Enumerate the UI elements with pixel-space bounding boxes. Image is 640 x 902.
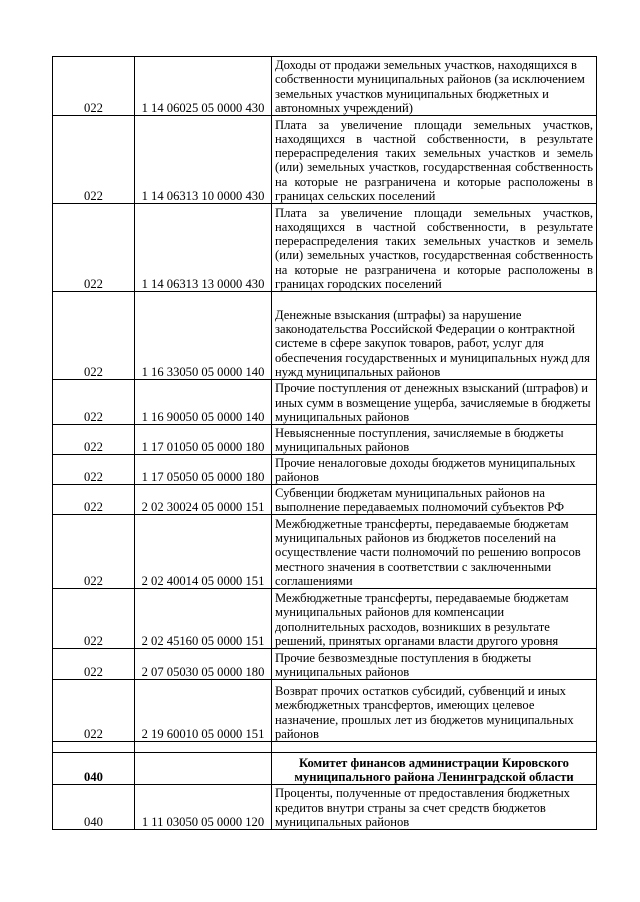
revenue-name-cell: Межбюджетные трансферты, передаваемые бюджетам муниципальных районов для компенсации дополнительных расходов, возникших в результате решений, принятых органами власти другого уровня xyxy=(272,589,597,649)
table-row xyxy=(53,680,597,742)
table-row xyxy=(53,57,597,116)
budget-code-cell: 1 16 33050 05 0000 140 xyxy=(135,292,272,380)
budget-code-cell: 1 16 90050 05 0000 140 xyxy=(135,380,272,425)
budget-code-cell: 1 14 06313 10 0000 430 xyxy=(135,116,272,204)
budget-code-cell: 2 07 05030 05 0000 180 xyxy=(135,649,272,680)
admin-code-cell: 040 xyxy=(53,785,135,830)
admin-code-cell: 022 xyxy=(53,455,135,485)
admin-code-cell: 022 xyxy=(53,425,135,455)
admin-code-cell: 022 xyxy=(53,649,135,680)
revenue-name-cell: Проценты, полученные от предоставления бюджетных кредитов внутри страны за счет средств бюджетов муниципальных районов xyxy=(272,785,597,830)
admin-code-cell: 022 xyxy=(53,589,135,649)
table-row xyxy=(53,485,597,515)
empty-row xyxy=(53,742,597,753)
table-row xyxy=(53,425,597,455)
budget-code-cell: 2 02 45160 05 0000 151 xyxy=(135,589,272,649)
budget-code-cell: 2 02 40014 05 0000 151 xyxy=(135,515,272,589)
table-row xyxy=(53,589,597,649)
table-row xyxy=(53,204,597,292)
budget-code-cell: 1 11 03050 05 0000 120 xyxy=(135,785,272,830)
revenue-name-cell: Прочие безвозмездные поступления в бюджеты муниципальных районов xyxy=(272,649,597,680)
revenue-name-cell: Возврат прочих остатков субсидий, субвенций и иных межбюджетных трансфертов, имеющих целевое назначение, прошлых лет из бюджетов муниципальных районов xyxy=(272,680,597,742)
admin-code-cell: 022 xyxy=(53,380,135,425)
budget-code-cell: 1 14 06025 05 0000 430 xyxy=(135,57,272,116)
budget-code-cell: 1 17 05050 05 0000 180 xyxy=(135,455,272,485)
budget-code-cell: 2 19 60010 05 0000 151 xyxy=(135,680,272,742)
budget-code-cell xyxy=(135,753,272,785)
table-row xyxy=(53,380,597,425)
budget-classification-table xyxy=(52,56,597,830)
admin-code-cell: 022 xyxy=(53,680,135,742)
revenue-name-cell: Денежные взыскания (штрафы) за нарушение законодательства Российской Федерации о контрактной системе в сфере закупок товаров, работ, услуг для обеспечения государственных и муниципальных нужд для нужд муниципальных районов xyxy=(272,292,597,380)
table-row xyxy=(53,116,597,204)
section-title-cell: Комитет финансов администрации Кировского муниципального района Ленинградской области xyxy=(272,753,597,785)
admin-code-cell: 022 xyxy=(53,204,135,292)
admin-code-cell: 022 xyxy=(53,116,135,204)
budget-code-cell: 1 14 06313 13 0000 430 xyxy=(135,204,272,292)
revenue-name-cell: Прочие поступления от денежных взысканий (штрафов) и иных сумм в возмещение ущерба, зачисляемые в бюджеты муниципальных районов xyxy=(272,380,597,425)
section-header-row xyxy=(53,753,597,785)
admin-code-cell: 022 xyxy=(53,292,135,380)
revenue-name-cell: Плата за увеличение площади земельных участков, находящихся в частной собственности, в результате перераспределения таких земельных участков и земель (или) земельных участков, государственная собственность на которые не разграничена и которые расположены в границах сельских поселений xyxy=(272,116,597,204)
admin-code-cell: 022 xyxy=(53,57,135,116)
table-row xyxy=(53,785,597,830)
revenue-name-cell: Доходы от продажи земельных участков, находящихся в собственности муниципальных районов (за исключением земельных участков муниципальных бюджетных и автономных учреждений) xyxy=(272,57,597,116)
revenue-name-cell: Плата за увеличение площади земельных участков, находящихся в частной собственности, в результате перераспределения таких земельных участков и земель (или) земельных участков, государственная собственность на которые не разграничена и которые расположены в границах городских поселений xyxy=(272,204,597,292)
revenue-name-cell: Межбюджетные трансферты, передаваемые бюджетам муниципальных районов из бюджетов поселений на осуществление части полномочий по решению вопросов местного значения в соответствии с заключенными соглашениями xyxy=(272,515,597,589)
table-row xyxy=(53,649,597,680)
admin-code-cell: 022 xyxy=(53,515,135,589)
revenue-name-cell xyxy=(272,742,597,753)
budget-code-cell: 2 02 30024 05 0000 151 xyxy=(135,485,272,515)
budget-code-cell xyxy=(135,742,272,753)
table-row xyxy=(53,515,597,589)
admin-code-cell xyxy=(53,742,135,753)
revenue-name-cell: Субвенции бюджетам муниципальных районов на выполнение передаваемых полномочий субъектов РФ xyxy=(272,485,597,515)
table-row xyxy=(53,455,597,485)
admin-code-cell: 040 xyxy=(53,753,135,785)
admin-code-cell: 022 xyxy=(53,485,135,515)
table-row xyxy=(53,292,597,380)
revenue-name-cell: Невыясненные поступления, зачисляемые в бюджеты муниципальных районов xyxy=(272,425,597,455)
revenue-name-cell: Прочие неналоговые доходы бюджетов муниципальных районов xyxy=(272,455,597,485)
budget-code-cell: 1 17 01050 05 0000 180 xyxy=(135,425,272,455)
